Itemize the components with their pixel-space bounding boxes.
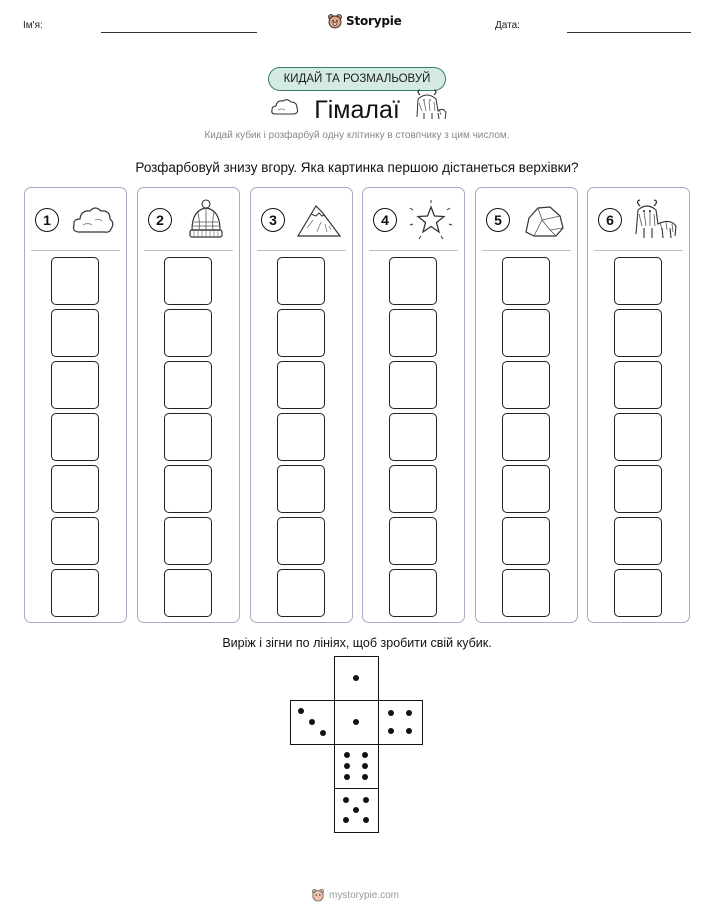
brand-logo	[327, 13, 402, 29]
bear-icon	[311, 888, 325, 902]
color-cell[interactable]	[614, 361, 662, 409]
color-cell[interactable]	[277, 309, 325, 357]
color-cell[interactable]	[51, 257, 99, 305]
star-icon	[407, 198, 455, 242]
color-cell[interactable]	[277, 413, 325, 461]
color-cell[interactable]	[389, 413, 437, 461]
pip	[406, 710, 412, 716]
die-face-1	[334, 656, 379, 701]
footer-url: mystorypie.com	[329, 889, 400, 901]
color-cell[interactable]	[614, 465, 662, 513]
color-cell[interactable]	[614, 517, 662, 565]
date-label: Дата:	[495, 20, 520, 31]
column-header	[25, 188, 126, 250]
column-divider	[594, 250, 683, 251]
number-badge: 1	[35, 208, 59, 232]
pip	[388, 710, 394, 716]
column-divider	[144, 250, 233, 251]
die-face-4	[378, 700, 423, 745]
column-header	[138, 188, 239, 250]
rock-icon	[520, 198, 568, 242]
number-badge: 5	[486, 208, 510, 232]
cut-instruction: Виріж і зігни по лініях, щоб зробити свій кубик.	[222, 636, 492, 650]
instruction: Розфарбовуй знизу вгору. Яка картинка першою дістанеться верхівки?	[135, 160, 579, 175]
column-header	[363, 188, 464, 250]
pip	[362, 763, 368, 769]
name-line[interactable]	[101, 32, 257, 33]
column-header	[588, 188, 689, 250]
brand-name: Storypie	[346, 14, 402, 28]
color-cell[interactable]	[389, 257, 437, 305]
number-badge: 4	[373, 208, 397, 232]
color-cell[interactable]	[51, 517, 99, 565]
bear-icon	[327, 13, 343, 29]
color-cell[interactable]	[51, 361, 99, 409]
pip	[353, 675, 359, 681]
color-cell[interactable]	[389, 465, 437, 513]
die-face-5	[334, 788, 379, 833]
color-cell[interactable]	[389, 361, 437, 409]
pip	[344, 763, 350, 769]
pip	[406, 728, 412, 734]
color-cell[interactable]	[389, 309, 437, 357]
color-cell[interactable]	[502, 569, 550, 617]
color-cell[interactable]	[51, 569, 99, 617]
column-header	[476, 188, 577, 250]
pip	[320, 730, 326, 736]
color-cell[interactable]	[164, 517, 212, 565]
column-divider	[257, 250, 346, 251]
color-cell[interactable]	[502, 257, 550, 305]
column-divider	[482, 250, 571, 251]
number-badge: 6	[598, 208, 622, 232]
pip	[309, 719, 315, 725]
column-divider	[31, 250, 120, 251]
pip	[344, 752, 350, 758]
color-cell[interactable]	[614, 309, 662, 357]
color-cell[interactable]	[164, 361, 212, 409]
mountain-icon	[295, 198, 343, 242]
die-face-1	[334, 700, 379, 745]
pip	[298, 708, 304, 714]
column-4	[362, 187, 465, 623]
pip	[362, 752, 368, 758]
color-cell[interactable]	[164, 465, 212, 513]
column-2	[137, 187, 240, 623]
pip	[353, 807, 359, 813]
color-cell[interactable]	[164, 309, 212, 357]
color-cell[interactable]	[164, 413, 212, 461]
color-cell[interactable]	[502, 309, 550, 357]
color-cell[interactable]	[164, 257, 212, 305]
pip	[388, 728, 394, 734]
color-cell[interactable]	[614, 413, 662, 461]
color-cell[interactable]	[389, 569, 437, 617]
color-cell[interactable]	[51, 465, 99, 513]
column-divider	[369, 250, 458, 251]
column-5	[475, 187, 578, 623]
color-cell[interactable]	[51, 309, 99, 357]
color-cell[interactable]	[277, 517, 325, 565]
pip	[343, 817, 349, 823]
page-title: Гімалаї	[314, 96, 400, 124]
die-face-3	[290, 700, 335, 745]
color-cell[interactable]	[277, 257, 325, 305]
yak-icon	[632, 198, 680, 242]
date-line[interactable]	[567, 32, 691, 33]
subtitle: Кидай кубик і розфарбуй одну клітинку в стовпчику з цим числом.	[204, 130, 510, 141]
color-cell[interactable]	[502, 517, 550, 565]
pip	[343, 797, 349, 803]
pip	[363, 817, 369, 823]
color-cell[interactable]	[502, 465, 550, 513]
column-3	[250, 187, 353, 623]
color-cell[interactable]	[389, 517, 437, 565]
cloud-icon	[69, 198, 117, 242]
color-cell[interactable]	[614, 257, 662, 305]
pip	[353, 719, 359, 725]
pip	[344, 774, 350, 780]
pip	[363, 797, 369, 803]
column-1	[24, 187, 127, 623]
color-cell[interactable]	[164, 569, 212, 617]
column-6	[587, 187, 690, 623]
color-cell[interactable]	[51, 413, 99, 461]
color-cell[interactable]	[502, 413, 550, 461]
column-header	[251, 188, 352, 250]
color-cell[interactable]	[277, 465, 325, 513]
pip	[362, 774, 368, 780]
number-badge: 2	[148, 208, 172, 232]
die-face-6	[334, 744, 379, 789]
knit-hat-icon	[182, 198, 230, 242]
footer	[311, 888, 399, 902]
number-badge: 3	[261, 208, 285, 232]
activity-badge: КИДАЙ ТА РОЗМАЛЬОВУЙ	[268, 67, 446, 91]
name-label: Ім'я:	[23, 20, 43, 31]
color-cell[interactable]	[277, 569, 325, 617]
color-cell[interactable]	[614, 569, 662, 617]
yak-icon	[414, 89, 448, 121]
color-cell[interactable]	[277, 361, 325, 409]
color-cell[interactable]	[502, 361, 550, 409]
